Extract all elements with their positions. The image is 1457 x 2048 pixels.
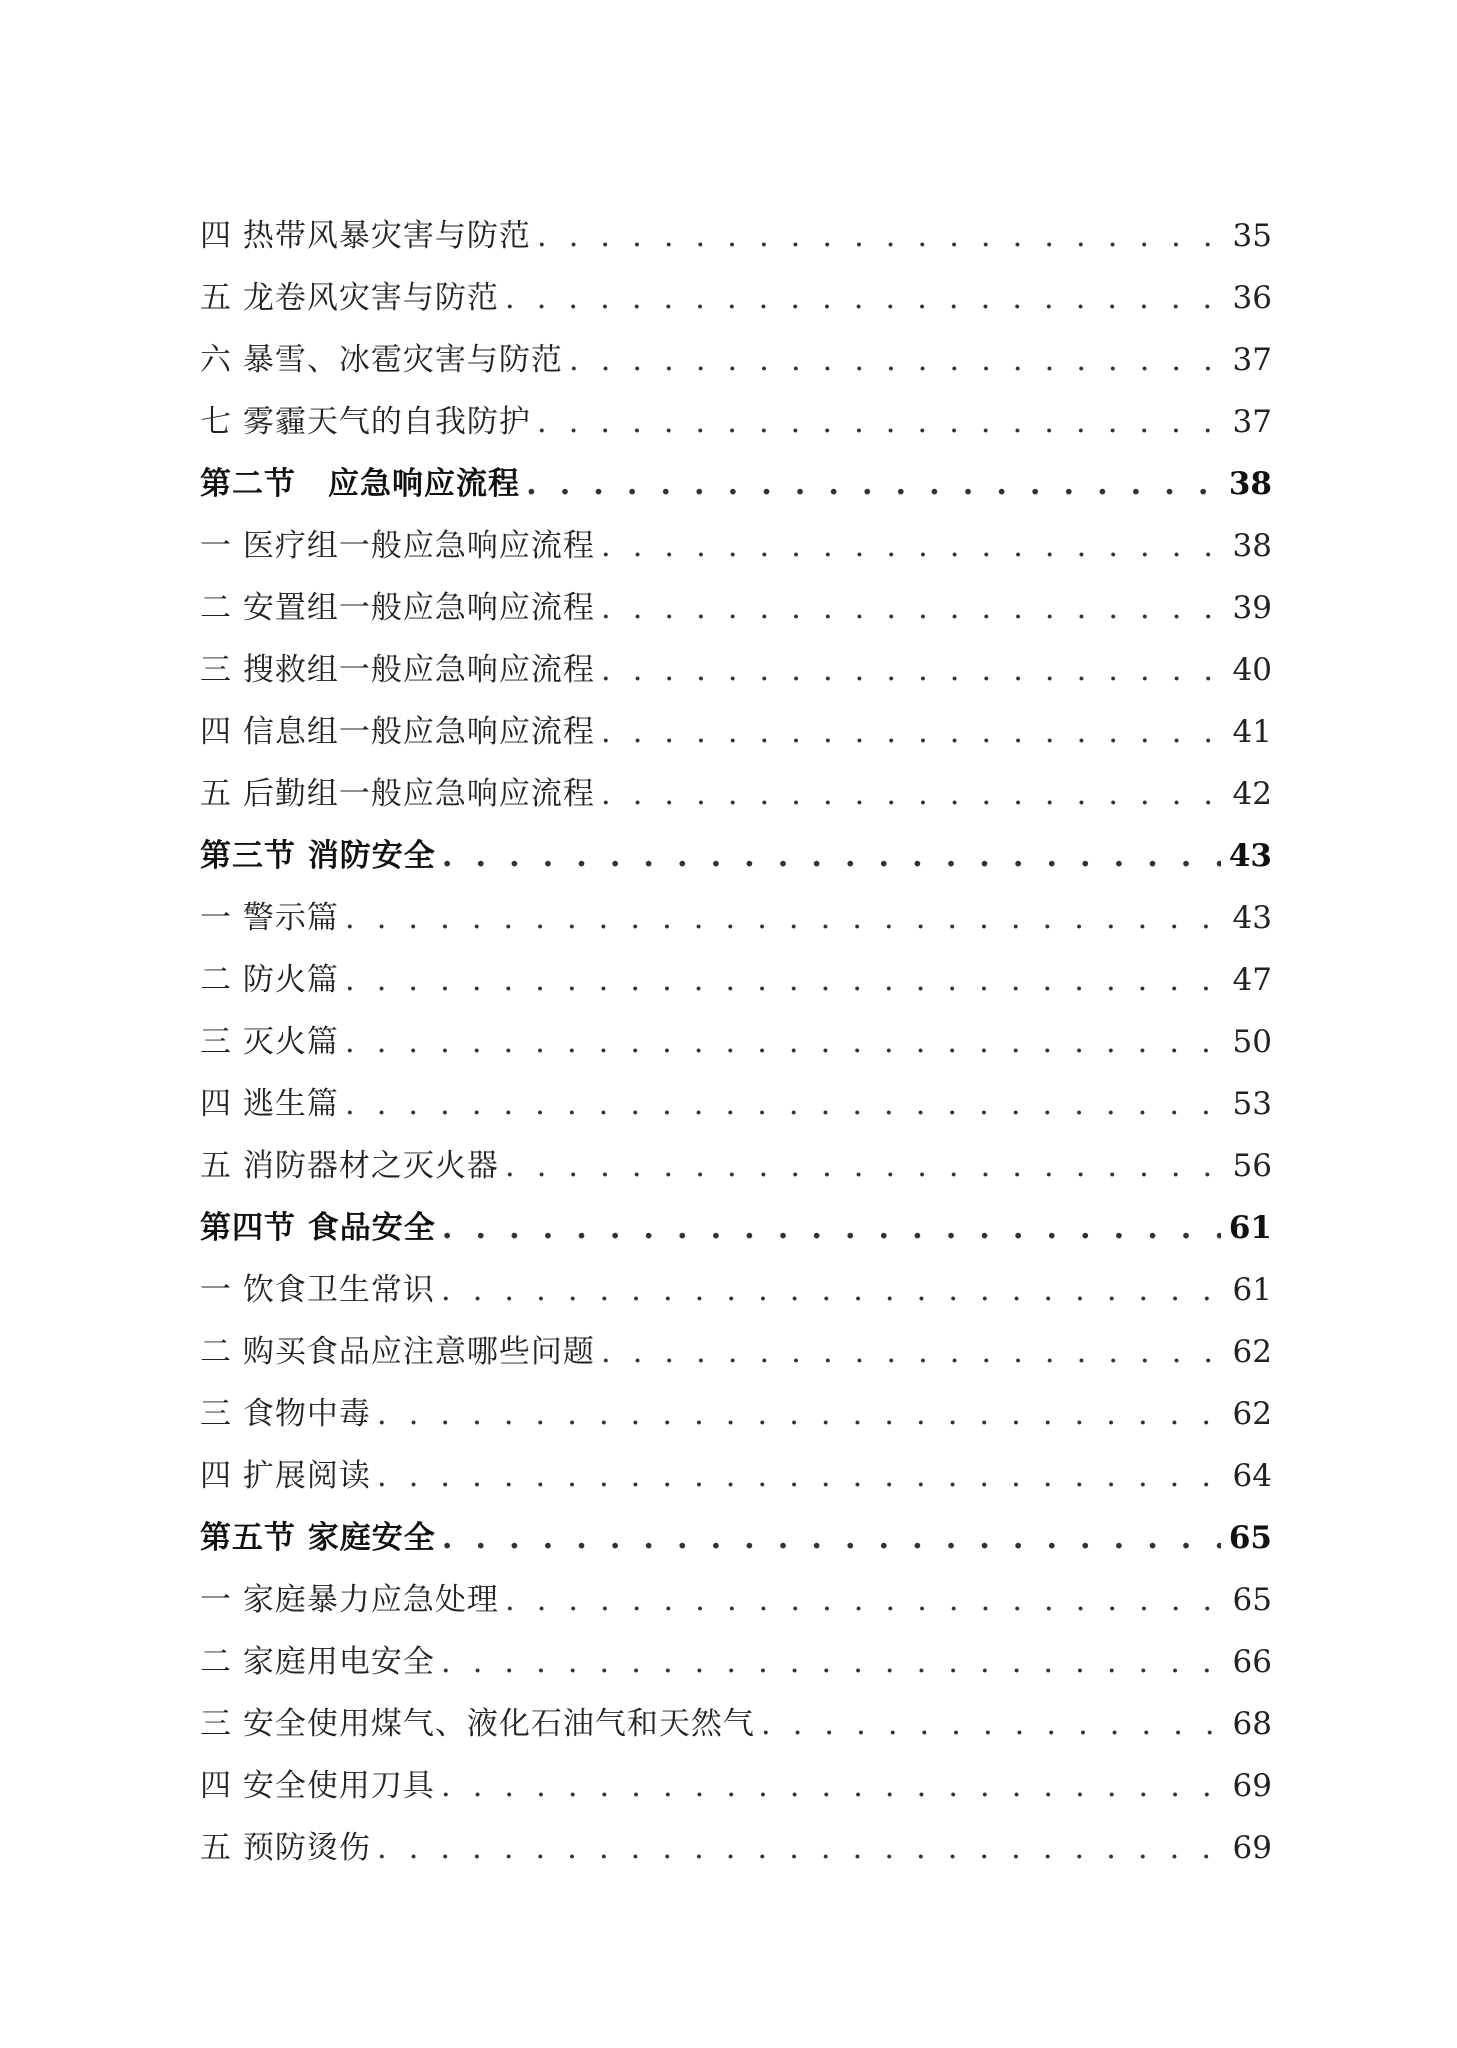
- toc-section-heading: [200, 458, 1272, 520]
- toc-page-number: 37: [1232, 342, 1272, 378]
- toc-dot-leader: [345, 900, 1224, 936]
- toc-dot-leader: [601, 528, 1224, 564]
- toc-dot-leader: [537, 404, 1224, 440]
- toc-page-number: 53: [1232, 1086, 1272, 1122]
- toc-entry-title: 二 购买食品应注意哪些问题: [200, 1334, 595, 1370]
- toc-entry: [200, 396, 1272, 458]
- table-of-contents: [200, 210, 1272, 1884]
- toc-dot-leader: [601, 714, 1224, 750]
- toc-dot-leader: [526, 466, 1221, 502]
- toc-entry-title: 四 热带风暴灾害与防范: [200, 218, 531, 254]
- toc-dot-leader: [345, 1024, 1224, 1060]
- toc-entry: [200, 1016, 1272, 1078]
- toc-entry: [200, 768, 1272, 830]
- toc-page-number: 69: [1232, 1768, 1272, 1804]
- toc-entry: [200, 1698, 1272, 1760]
- toc-entry-title: 四 逃生篇: [200, 1086, 339, 1122]
- toc-page-number: 35: [1232, 218, 1272, 254]
- toc-page-number: 66: [1232, 1644, 1272, 1680]
- toc-dot-leader: [505, 280, 1224, 316]
- toc-dot-leader: [442, 838, 1221, 874]
- toc-entry-title: 五 预防烫伤: [200, 1830, 371, 1866]
- toc-entry-title: 一 医疗组一般应急响应流程: [200, 528, 595, 564]
- toc-entry-title: 二 安置组一般应急响应流程: [200, 590, 595, 626]
- toc-page-number: 62: [1232, 1334, 1272, 1370]
- toc-entry: [200, 1760, 1272, 1822]
- toc-page-number: 37: [1232, 404, 1272, 440]
- toc-dot-leader: [442, 1210, 1221, 1246]
- toc-page-number: 40: [1232, 652, 1272, 688]
- toc-entry: [200, 1636, 1272, 1698]
- toc-entry: [200, 1574, 1272, 1636]
- toc-entry-title: 二 家庭用电安全: [200, 1644, 435, 1680]
- toc-page-number: 65: [1232, 1582, 1272, 1618]
- toc-entry: [200, 1388, 1272, 1450]
- toc-dot-leader: [505, 1582, 1224, 1618]
- toc-page-number: 62: [1232, 1396, 1272, 1432]
- toc-dot-leader: [601, 652, 1224, 688]
- toc-entry-title: 第三节 消防安全: [200, 838, 436, 874]
- toc-entry: [200, 1140, 1272, 1202]
- toc-entry: [200, 954, 1272, 1016]
- toc-entry: [200, 706, 1272, 768]
- toc-entry-title: 四 信息组一般应急响应流程: [200, 714, 595, 750]
- toc-page-number: 61: [1228, 1210, 1272, 1246]
- toc-dot-leader: [442, 1520, 1221, 1556]
- toc-entry-title: 一 家庭暴力应急处理: [200, 1582, 499, 1618]
- toc-page-number: 64: [1232, 1458, 1272, 1494]
- toc-page-number: 56: [1232, 1148, 1272, 1184]
- toc-dot-leader: [441, 1272, 1224, 1308]
- toc-dot-leader: [537, 218, 1224, 254]
- toc-entry: [200, 582, 1272, 644]
- toc-page-number: 65: [1228, 1520, 1272, 1556]
- toc-dot-leader: [377, 1830, 1224, 1866]
- toc-dot-leader: [377, 1458, 1224, 1494]
- toc-page-number: 50: [1232, 1024, 1272, 1060]
- toc-page-number: 47: [1232, 962, 1272, 998]
- toc-entry-title: 五 龙卷风灾害与防范: [200, 280, 499, 316]
- toc-entry: [200, 892, 1272, 954]
- toc-entry: [200, 1078, 1272, 1140]
- toc-dot-leader: [569, 342, 1224, 378]
- toc-dot-leader: [441, 1768, 1224, 1804]
- toc-entry-title: 六 暴雪、冰雹灾害与防范: [200, 342, 563, 378]
- toc-dot-leader: [601, 1334, 1224, 1370]
- toc-entry-title: 四 安全使用刀具: [200, 1768, 435, 1804]
- toc-entry: [200, 1264, 1272, 1326]
- toc-entry-title: 四 扩展阅读: [200, 1458, 371, 1494]
- toc-entry-title: 七 雾霾天气的自我防护: [200, 404, 531, 440]
- toc-dot-leader: [345, 1086, 1224, 1122]
- toc-section-heading: [200, 830, 1272, 892]
- toc-page-number: 38: [1228, 466, 1272, 502]
- toc-entry-title: 五 消防器材之灭火器: [200, 1148, 499, 1184]
- toc-page-number: 41: [1232, 714, 1272, 750]
- toc-dot-leader: [601, 776, 1224, 812]
- toc-entry-title: 一 饮食卫生常识: [200, 1272, 435, 1308]
- toc-entry: [200, 1326, 1272, 1388]
- toc-entry-title: 一 警示篇: [200, 900, 339, 936]
- toc-entry: [200, 210, 1272, 272]
- toc-dot-leader: [505, 1148, 1224, 1184]
- toc-dot-leader: [441, 1644, 1224, 1680]
- toc-entry-title: 三 灭火篇: [200, 1024, 339, 1060]
- toc-page-number: 36: [1232, 280, 1272, 316]
- toc-dot-leader: [601, 590, 1224, 626]
- toc-section-heading: [200, 1512, 1272, 1574]
- toc-entry-title: 第五节 家庭安全: [200, 1520, 436, 1556]
- toc-entry-title: 五 后勤组一般应急响应流程: [200, 776, 595, 812]
- toc-page-number: 61: [1232, 1272, 1272, 1308]
- toc-page-number: 42: [1232, 776, 1272, 812]
- toc-dot-leader: [761, 1706, 1224, 1742]
- toc-entry: [200, 272, 1272, 334]
- toc-entry-title: 第四节 食品安全: [200, 1210, 436, 1246]
- toc-page-number: 43: [1228, 838, 1272, 874]
- toc-page-number: 69: [1232, 1830, 1272, 1866]
- toc-page-number: 68: [1232, 1706, 1272, 1742]
- toc-page-number: 43: [1232, 900, 1272, 936]
- toc-entry: [200, 334, 1272, 396]
- toc-entry: [200, 1822, 1272, 1884]
- toc-entry: [200, 1450, 1272, 1512]
- toc-dot-leader: [377, 1396, 1224, 1432]
- toc-page-number: 39: [1232, 590, 1272, 626]
- toc-entry-title: 二 防火篇: [200, 962, 339, 998]
- toc-section-heading: [200, 1202, 1272, 1264]
- toc-page-number: 38: [1232, 528, 1272, 564]
- toc-entry-title: 第二节 应急响应流程: [200, 466, 520, 502]
- toc-entry-title: 三 搜救组一般应急响应流程: [200, 652, 595, 688]
- toc-entry-title: 三 食物中毒: [200, 1396, 371, 1432]
- toc-entry-title: 三 安全使用煤气、液化石油气和天然气: [200, 1706, 755, 1742]
- toc-entry: [200, 520, 1272, 582]
- toc-dot-leader: [345, 962, 1224, 998]
- toc-entry: [200, 644, 1272, 706]
